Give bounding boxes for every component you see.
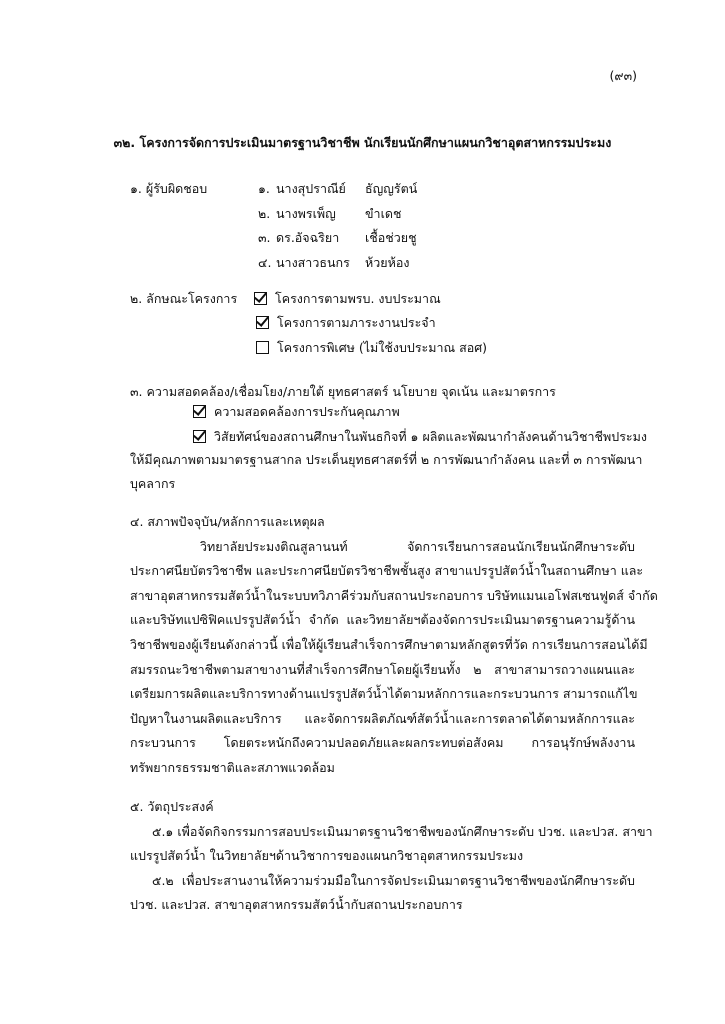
checkbox-checked-icon[interactable]	[193, 405, 206, 418]
alignment-item-label: วิสัยทัศน์ของสถานศึกษาในพันธกิจที่ ๑ ผลิตและพัฒนากำลังคนด้านวิชาชีพประมง	[214, 429, 647, 444]
paragraph-line: วิชาชีพของผู้เรียนดังกล่าวนี้ เพื่อให้ผู้เรียนสำเร็จการศึกษาตามหลักสูตรที่วัด การเรียนการสอนได้มี	[130, 637, 648, 652]
paragraph-line: เตรียมการผลิตและบริการทางด้านแปรรูปสัตว์น้ำได้ตามหลักการและกระบวนการ สามารถแก้ไข	[130, 686, 638, 701]
project-type-heading: ๒. ลักษณะโครงการ	[130, 291, 238, 306]
page-number: (๙๓)	[609, 68, 637, 83]
alignment-item-label: ความสอดคล้องการประกันคุณภาพ	[214, 404, 400, 419]
person-first-name: นางสาวธนกร	[276, 255, 350, 270]
person-first-name: ดร.อัจฉริยา	[276, 230, 340, 245]
person-number: ๑.	[258, 181, 270, 196]
person-last-name: เชื้อช่วยชู	[365, 230, 417, 245]
alignment-text-line: บุคลากร	[130, 476, 176, 491]
responsible-heading: ๑. ผู้รับผิดชอบ	[130, 181, 208, 196]
person-first-name: นางสุปราณีย์	[276, 181, 346, 196]
alignment-heading: ๓. ความสอดคล้อง/เชื่อมโยง/ภายใต้ ยุทธศาสตร์ นโยบาย จุดเน้น และมาตรการ	[130, 384, 556, 399]
person-last-name: ขำเดช	[365, 206, 402, 221]
project-type-option	[256, 339, 487, 357]
project-type-option	[254, 290, 441, 308]
person-last-name: ห้วยห้อง	[365, 255, 410, 270]
option-label: โครงการตามพรบ. งบประมาณ	[275, 291, 441, 306]
paragraph-line: ปัญหาในงานผลิตและบริการ และจัดการผลิตภัณฑ์สัตว์น้ำและการตลาดได้ตามหลักการและ	[130, 711, 635, 726]
paragraph-line: ทรัพยากรธรรมชาติและสภาพแวดล้อม	[130, 760, 335, 775]
person-last-name: ธัญญรัตน์	[365, 181, 418, 196]
paragraph-line: สมรรถนะวิชาชีพตามสาขางานที่สำเร็จการศึกษาโดยผู้เรียนทั้ง ๒ สาขาสามารถวางแผนและ	[130, 662, 635, 677]
background-heading: ๔. สภาพปัจจุบัน/หลักการและเหตุผล	[130, 514, 325, 529]
alignment-text-line: ให้มีคุณภาพตามมาตรฐานสากล ประเด็นยุทธศาสตร์ที่ ๒ การพัฒนากำลังคน และที่ ๓ การพัฒนา	[130, 452, 643, 467]
objective-line: ๕.๑ เพื่อจัดกิจกรรมการสอบประเมินมาตรฐานวิชาชีพของนักศึกษาระดับ ปวช. และปวส. สาขา	[152, 824, 653, 839]
person-number: ๓.	[258, 230, 271, 245]
checkbox-checked-icon[interactable]	[254, 292, 267, 305]
paragraph-line: และบริษัทแปซิฟิคแปรรูปสัตว์น้ำ จำกัด และวิทยาลัยฯต้องจัดการประเมินมาตรฐานความรู้ด้าน	[130, 612, 635, 627]
checkbox-checked-icon[interactable]	[193, 430, 206, 443]
project-type-option	[256, 314, 436, 332]
objective-line: ๕.๒ เพื่อประสานงานให้ความร่วมมือในการจัดประเมินมาตรฐานวิชาชีพของนักศึกษาระดับ	[152, 873, 635, 888]
paragraph-line: วิทยาลัยประมงติณสูลานนท์ จัดการเรียนการสอนนักเรียนนักศึกษาระดับ	[200, 539, 635, 554]
checkbox-unchecked-icon[interactable]	[256, 341, 269, 354]
option-label: โครงการตามภาระงานประจำ	[277, 315, 436, 330]
objective-line: แปรรูปสัตว์น้ำ ในวิทยาลัยฯด้านวิชาการของแผนกวิชาอุตสาหกรรมประมง	[130, 848, 524, 863]
paragraph-line: กระบวนการ โดยตระหนักถึงความปลอดภัยและผลกระทบต่อสังคม การอนุรักษ์พลังงาน	[130, 735, 635, 750]
option-label: โครงการพิเศษ (ไม่ใช้งบประมาณ สอศ)	[277, 340, 488, 355]
person-number: ๔.	[258, 255, 272, 270]
page-title: ๓๒. โครงการจัดการประเมินมาตรฐานวิชาชีพ นักเรียนนักศึกษาแผนกวิชาอุตสาหกรรมประมง	[113, 135, 612, 150]
person-number: ๒.	[258, 206, 271, 221]
paragraph-line: สาขาอุตสาหกรรมสัตว์น้ำในระบบทวิภาคีร่วมกับสถานประกอบการ บริษัทแมนเอโฟสเซนฟูดส์ จำกัด	[130, 588, 658, 603]
alignment-item	[193, 403, 400, 421]
alignment-item	[193, 428, 647, 446]
objectives-heading: ๕. วัตถุประสงค์	[130, 799, 214, 814]
person-first-name: นางพรเพ็ญ	[276, 206, 336, 221]
paragraph-line: ประกาศนียบัตรวิชาชีพ และประกาศนียบัตรวิชาชีพชั้นสูง สาขาแปรรูปสัตว์น้ำในสถานศึกษา และ	[130, 563, 644, 578]
checkbox-checked-icon[interactable]	[256, 316, 269, 329]
objective-line: ปวช. และปวส. สาขาอุตสาหกรรมสัตว์น้ำกับสถานประกอบการ	[130, 897, 463, 912]
